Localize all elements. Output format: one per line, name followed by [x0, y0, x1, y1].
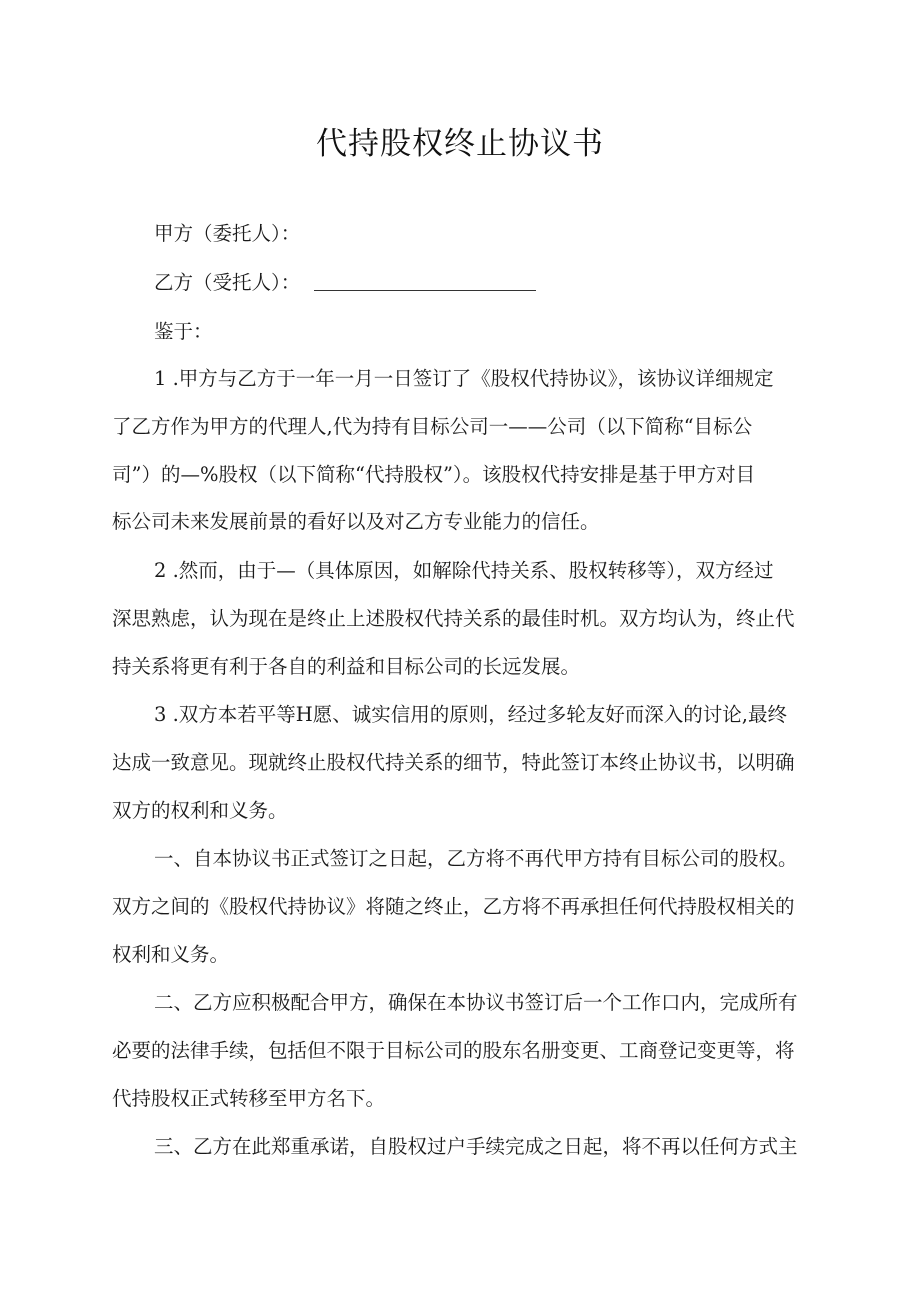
paragraph-line: 一、自本协议书正式签订之日起，乙方将不再代甲方持有目标公司的股权。 [154, 847, 798, 870]
paragraph-line: 必要的法律手续，包括但不限于目标公司的股东名册变更、工商登记变更等，将 [112, 1039, 795, 1062]
whereas-label: 鉴于： [154, 320, 213, 343]
party-b-label: 乙方（受托人）： [154, 271, 301, 294]
paragraph-line: 权利和义务。 [112, 943, 230, 966]
paragraph-line: 了乙方作为甲方的代理人,代为持有目标公司一——公司（以下简称“目标公 [112, 415, 753, 438]
paragraph-line: 双方之间的《股权代持协议》将随之终止，乙方将不再承担任何代持股权相关的 [112, 895, 795, 918]
paragraph-line: 双方的权利和义务。 [112, 799, 288, 822]
party-b-blank-field [314, 272, 536, 291]
party-a-label: 甲方（委托人）： [154, 222, 301, 245]
paragraph-line: 3 .双方本若平等H愿、诚实信用的原则，经过多轮友好而深入的讨论,最终 [154, 703, 788, 726]
paragraph-line: 三、乙方在此郑重承诺，自股权过户手续完成之日起，将不再以任何方式主 [154, 1135, 798, 1158]
paragraph-line: 二、乙方应积极配合甲方，确保在本协议书签订后一个工作口内，完成所有 [154, 991, 798, 1014]
document-title: 代持股权终止协议书 [316, 126, 604, 162]
paragraph-line: 代持股权正式转移至甲方名下。 [112, 1087, 386, 1110]
paragraph-line: 持关系将更有利于各自的利益和目标公司的长远发展。 [112, 655, 581, 678]
paragraph-line: 标公司未来发展前景的看好以及对乙方专业能力的信任。 [112, 510, 600, 533]
paragraph-line: 深思熟虑，认为现在是终止上述股权代持关系的最佳时机。双方均认为，终止代 [112, 607, 795, 630]
party-b-line [112, 268, 854, 298]
paragraph-line: 1 .甲方与乙方于一年一月一日签订了《股权代持协议》，该协议详细规定 [154, 367, 774, 390]
paragraph-line: 司”）的—%股权（以下简称“代持股权”）。该股权代持安排是基于甲方对目 [112, 463, 756, 486]
paragraph-line: 达成一致意见。现就终止股权代持关系的细节，特此签订本终止协议书，以明确 [112, 751, 795, 774]
paragraph-line: 2 .然而，由于—（具体原因，如解除代持关系、股权转移等），双方经过 [154, 559, 774, 582]
